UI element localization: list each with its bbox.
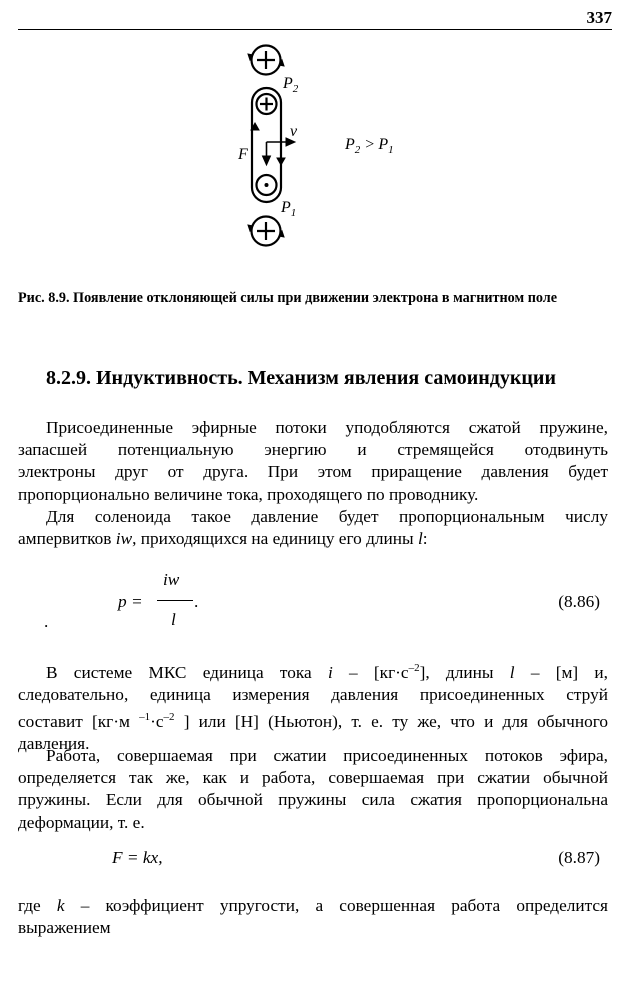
para4-line-1: Работа, совершаемая при сжатии присоединенных потоков эфира, — [46, 746, 608, 765]
eq86-fraction-bar — [157, 600, 193, 601]
relation-p2-gt-p1: $P_2 > P_1$ — [345, 136, 394, 156]
para2-line-1: Для соленоида такое давление будет пропорциональным числу — [46, 507, 608, 526]
paragraph-4 — [18, 745, 608, 834]
label-p2: $P_2$ — [283, 75, 299, 95]
para1-line-4: пропорционально величине тока, проходящего по проводнику. — [18, 484, 479, 504]
para3-line-1: В системе МКС единица тока $i - [кг\cdot с^{-2}]$, длины l – [м] и, — [46, 662, 608, 682]
para4-line-4: деформации, т. е. — [18, 812, 145, 832]
para2-line-2: ампервитков iw, приходящихся на единицу его длины l: — [18, 529, 428, 549]
section-heading: 8.2.9. Индуктивность. Механизм явления самоиндукции — [46, 367, 556, 389]
paragraph-5 — [18, 895, 608, 939]
paragraph-3 — [18, 657, 608, 755]
label-v: v — [290, 123, 298, 140]
para5-line-1: где k – коэффициент упругости, а совершенная работа определится — [18, 896, 609, 915]
para4-line-2: определяется так же, как и работа, совершаемая при сжатии обычной — [18, 768, 608, 788]
eq87-body: F = kx, — [112, 848, 163, 867]
eq86-period: . — [194, 592, 199, 611]
para3-line-3: составит [кг·м $^{-1}\cdot с^{-2}$ ] или [Н] (Ньютон), т. е. ту же, что и для обычного — [18, 711, 609, 731]
figure-caption: Рис. 8.9. Появление отклоняющей силы при движении электрона в магнитном поле — [18, 290, 558, 306]
equation-8-86 — [0, 568, 626, 638]
label-p1: $P_1$ — [281, 199, 297, 219]
label-f: F — [238, 146, 248, 163]
eq86-denominator: l — [171, 610, 176, 629]
eq86-numerator: iw — [163, 570, 180, 589]
equation-8-87 — [0, 848, 626, 878]
eq86-stray-dot: . — [44, 612, 49, 631]
para5-line-2: выражением — [18, 918, 111, 938]
eq87-number: (8.87) — [558, 848, 600, 867]
para1-line-1: Присоединенные эфирные потоки уподобляются сжатой пружине, — [46, 418, 608, 437]
page-number: 337 — [586, 8, 612, 27]
eq86-lhs: p = — [118, 592, 143, 611]
figure-electron-deflection — [0, 30, 626, 270]
eq86-number: (8.86) — [558, 592, 600, 611]
para3-line-2: следовательно, единица измерения давления присоединенных струй — [18, 684, 608, 704]
para1-line-3: электроны друг от друга. При этом приращение давления будет — [18, 462, 608, 482]
paragraph-1 — [18, 417, 608, 506]
para3-line-4: давления. — [18, 734, 90, 754]
para4-line-3: пружины. Если для обычной пружины сила сжатия пропорциональна — [18, 790, 608, 810]
paragraph-2 — [18, 506, 608, 550]
para1-line-2: запасшей потенциальную энергию и стремящейся отодвинуть — [18, 440, 608, 460]
